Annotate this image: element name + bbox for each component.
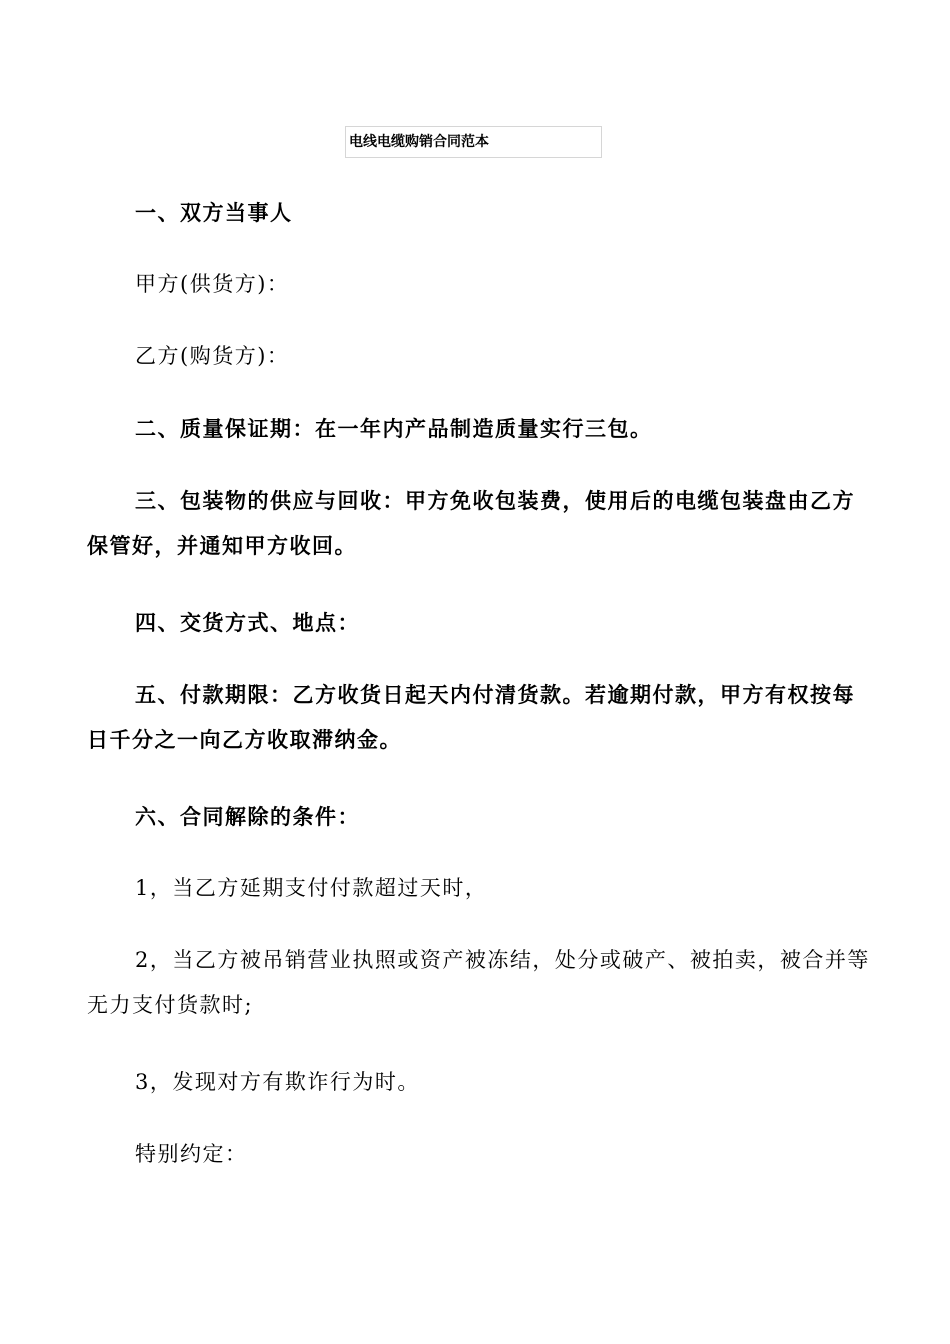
document-title: 电线电缆购销合同范本 [345,126,602,158]
section-warranty: 二、质量保证期：在一年内产品制造质量实行三包。 [135,416,653,441]
section-delivery: 四、交货方式、地点： [135,610,360,635]
section-packaging: 三、包装物的供应与回收：甲方免收包装费，使用后的电缆包装盘由乙方保管好，并通知甲方收回。 [87,488,855,558]
termination-item-3: 3，发现对方有欺诈行为时。 [135,1070,420,1094]
section-payment: 五、付款期限：乙方收货日起天内付清货款。若逾期付款，甲方有权按每日千分之一向乙方收取滞纳金。 [87,682,855,752]
party-a-line: 甲方(供货方)： [135,272,290,296]
termination-item-1: 1，当乙方延期支付付款超过天时， [135,876,488,900]
special-terms-label: 特别约定： [135,1142,248,1166]
party-b-line: 乙方(购货方)： [135,344,290,368]
section-termination-heading: 六、合同解除的条件： [135,804,360,829]
section-parties-heading: 一、双方当事人 [135,200,293,225]
termination-item-2: 2，当乙方被吊销营业执照或资产被冻结，处分或破产、被拍卖，被合并等无力支付货款时; [87,948,870,1017]
